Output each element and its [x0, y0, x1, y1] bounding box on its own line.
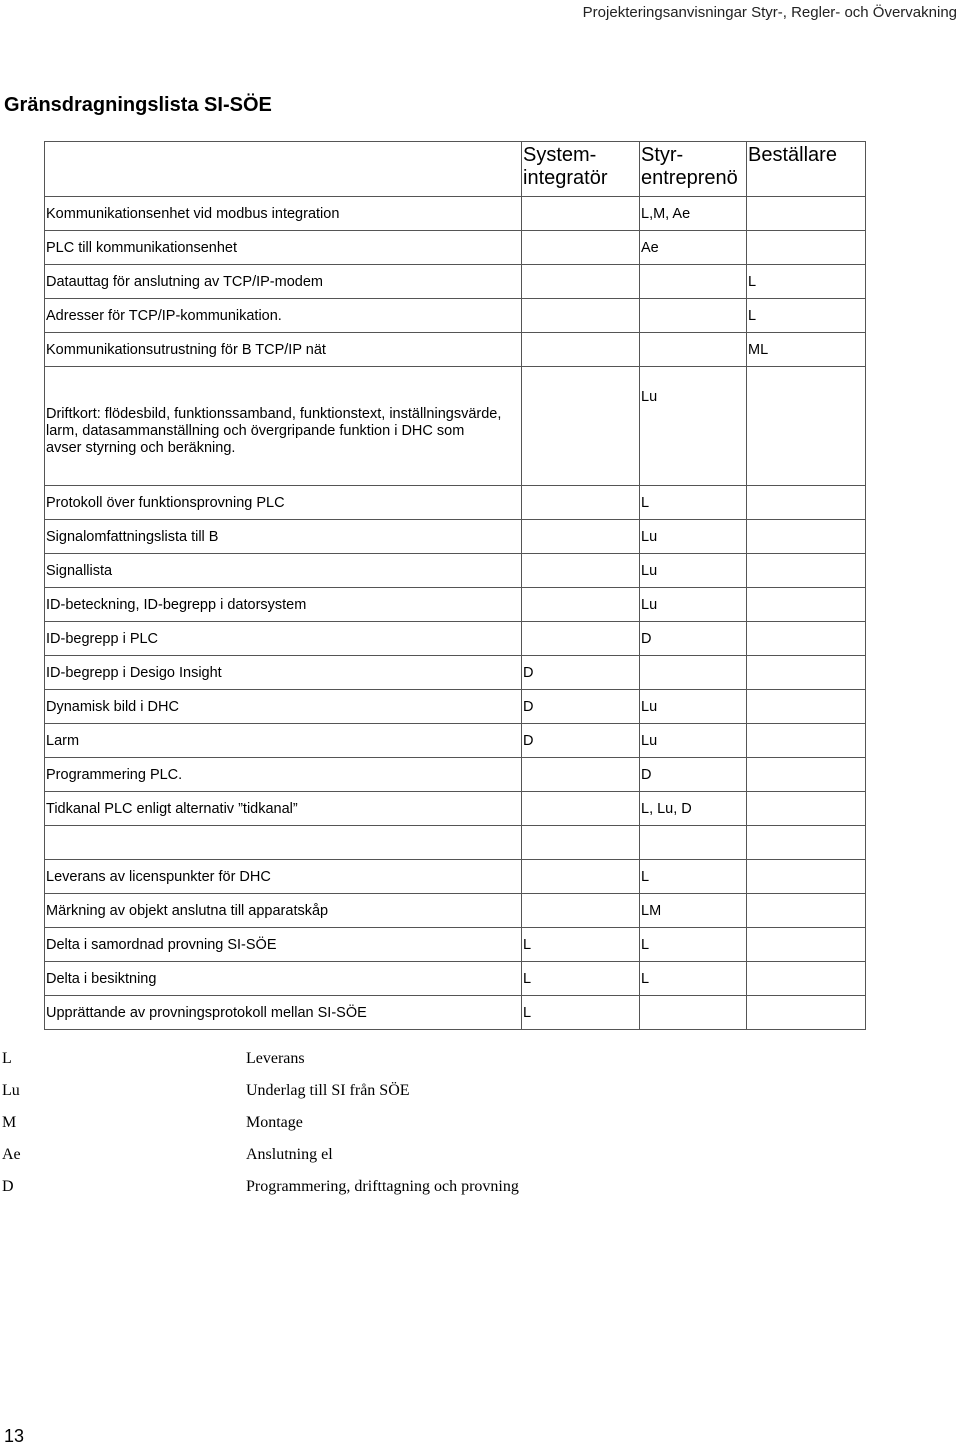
row-styrentreprenor-cell: Lu [640, 588, 747, 622]
legend-code: D [2, 1178, 14, 1195]
table-row [45, 894, 866, 928]
row-bestallare-cell [747, 622, 866, 656]
row-systemintegrator-cell [522, 554, 640, 588]
row-systemintegrator-cell [522, 588, 640, 622]
row-label: Adresser för TCP/IP-kommunikation. [45, 299, 522, 333]
row-styrentreprenor-cell: Lu [640, 554, 747, 588]
row-systemintegrator-cell [522, 520, 640, 554]
row-label-line: larm, datasammanställning och övergripande funktion i DHC som [46, 423, 465, 439]
row-systemintegrator-cell [522, 265, 640, 299]
row-bestallare-cell [747, 656, 866, 690]
table-row [45, 928, 866, 962]
table-row [45, 197, 866, 231]
row-systemintegrator-cell [522, 333, 640, 367]
table-row [45, 962, 866, 996]
table-row [45, 792, 866, 826]
row-label [45, 367, 522, 486]
row-bestallare-cell [747, 826, 866, 860]
row-styrentreprenor-cell: LM [640, 894, 747, 928]
row-label: Kommunikationsutrustning för B TCP/IP nät [45, 333, 522, 367]
row-label: Programmering PLC. [45, 758, 522, 792]
legend-code: L [2, 1050, 12, 1067]
row-styrentreprenor-cell: D [640, 622, 747, 656]
row-label [45, 826, 522, 860]
row-bestallare-cell [747, 792, 866, 826]
header-si-line-1: System- [523, 144, 597, 166]
running-header: Projekteringsanvisningar Styr-, Regler- och Övervakning [582, 4, 957, 21]
row-label: ID-begrepp i PLC [45, 622, 522, 656]
row-styrentreprenor-cell [640, 265, 747, 299]
row-bestallare-cell [747, 588, 866, 622]
row-bestallare-cell [747, 367, 866, 486]
row-systemintegrator-cell [522, 299, 640, 333]
row-label: Delta i samordnad provning SI-SÖE [45, 928, 522, 962]
table-row [45, 299, 866, 333]
legend-description: Programmering, drifttagning och provning [246, 1178, 519, 1195]
row-systemintegrator-cell [522, 231, 640, 265]
row-systemintegrator-cell [522, 622, 640, 656]
table-header-row [45, 142, 866, 197]
row-styrentreprenor-cell: L [640, 486, 747, 520]
row-bestallare-cell [747, 962, 866, 996]
row-bestallare-cell [747, 724, 866, 758]
row-label: Leverans av licenspunkter för DHC [45, 860, 522, 894]
row-label: Dynamisk bild i DHC [45, 690, 522, 724]
row-styrentreprenor-cell: L, Lu, D [640, 792, 747, 826]
header-styr-line-2: entreprenö [641, 167, 738, 189]
row-label: ID-begrepp i Desigo Insight [45, 656, 522, 690]
row-label-line: avser styrning och beräkning. [46, 440, 236, 456]
row-styrentreprenor-cell: L,M, Ae [640, 197, 747, 231]
row-label: Larm [45, 724, 522, 758]
row-label: Märkning av objekt anslutna till apparatskåp [45, 894, 522, 928]
row-systemintegrator-cell: L [522, 928, 640, 962]
legend-description: Anslutning el [246, 1146, 333, 1163]
row-bestallare-cell: ML [747, 333, 866, 367]
row-bestallare-cell: L [747, 265, 866, 299]
row-systemintegrator-cell [522, 758, 640, 792]
row-styrentreprenor-cell: L [640, 962, 747, 996]
header-styrentreprenor [640, 142, 747, 197]
table-row [45, 265, 866, 299]
row-systemintegrator-cell [522, 367, 640, 486]
header-systemintegrator [522, 142, 640, 197]
header-si-line-2: integratör [523, 167, 608, 189]
legend-description: Montage [246, 1114, 303, 1131]
row-systemintegrator-cell: D [522, 724, 640, 758]
row-systemintegrator-cell [522, 197, 640, 231]
legend-code: M [2, 1114, 17, 1131]
row-styrentreprenor-cell: Lu [640, 690, 747, 724]
row-styrentreprenor-cell [640, 656, 747, 690]
row-systemintegrator-cell: D [522, 690, 640, 724]
row-label: Delta i besiktning [45, 962, 522, 996]
row-styrentreprenor-cell: L [640, 928, 747, 962]
page-title: Gränsdragningslista SI-SÖE [4, 94, 272, 116]
row-label: ID-beteckning, ID-begrepp i datorsystem [45, 588, 522, 622]
table-row [45, 367, 866, 486]
row-label-line: Driftkort: flödesbild, funktionssamband, funktionstext, inställningsvärde, [46, 406, 502, 422]
row-systemintegrator-cell: L [522, 962, 640, 996]
row-systemintegrator-cell [522, 792, 640, 826]
legend-code: Lu [2, 1082, 20, 1099]
header-styr-line-1: Styr- [641, 144, 684, 166]
row-systemintegrator-cell [522, 826, 640, 860]
row-bestallare-cell [747, 928, 866, 962]
row-bestallare-cell [747, 486, 866, 520]
row-styrentreprenor-cell: L [640, 860, 747, 894]
row-bestallare-cell [747, 554, 866, 588]
table-row [45, 554, 866, 588]
row-bestallare-cell [747, 231, 866, 265]
row-bestallare-cell [747, 197, 866, 231]
legend-description: Leverans [246, 1050, 305, 1067]
row-label: Upprättande av provningsprotokoll mellan SI-SÖE [45, 996, 522, 1030]
row-label: Kommunikationsenhet vid modbus integration [45, 197, 522, 231]
row-bestallare-cell [747, 996, 866, 1030]
row-label: Signallista [45, 554, 522, 588]
legend-description: Underlag till SI från SÖE [246, 1082, 410, 1099]
row-systemintegrator-cell [522, 894, 640, 928]
row-bestallare-cell [747, 520, 866, 554]
row-bestallare-cell [747, 894, 866, 928]
row-styrentreprenor-cell: Lu [640, 367, 747, 486]
row-label: Datauttag för anslutning av TCP/IP-modem [45, 265, 522, 299]
table-row [45, 588, 866, 622]
row-styrentreprenor-cell: Ae [640, 231, 747, 265]
row-bestallare-cell: L [747, 299, 866, 333]
row-styrentreprenor-cell [640, 826, 747, 860]
table-row [45, 486, 866, 520]
table-row [45, 656, 866, 690]
table-row [45, 758, 866, 792]
table-row [45, 724, 866, 758]
row-styrentreprenor-cell: D [640, 758, 747, 792]
row-systemintegrator-cell [522, 860, 640, 894]
table-row [45, 231, 866, 265]
table-row [45, 826, 866, 860]
row-label: Protokoll över funktionsprovning PLC [45, 486, 522, 520]
responsibility-table [44, 141, 866, 1030]
table-row [45, 690, 866, 724]
row-styrentreprenor-cell: Lu [640, 520, 747, 554]
row-styrentreprenor-cell [640, 299, 747, 333]
header-bestallare: Beställare [747, 142, 866, 197]
row-styrentreprenor-cell: Lu [640, 724, 747, 758]
row-styrentreprenor-cell [640, 996, 747, 1030]
page-number: 13 [4, 1426, 25, 1446]
row-styrentreprenor-cell [640, 333, 747, 367]
table-row [45, 333, 866, 367]
table-row [45, 622, 866, 656]
row-systemintegrator-cell: L [522, 996, 640, 1030]
legend-code: Ae [2, 1146, 21, 1163]
row-bestallare-cell [747, 860, 866, 894]
table-row [45, 996, 866, 1030]
table-row [45, 860, 866, 894]
row-bestallare-cell [747, 758, 866, 792]
table-row [45, 520, 866, 554]
row-label: Signalomfattningslista till B [45, 520, 522, 554]
row-systemintegrator-cell [522, 486, 640, 520]
row-bestallare-cell [747, 690, 866, 724]
row-systemintegrator-cell: D [522, 656, 640, 690]
header-blank-cell [45, 142, 522, 197]
row-label: PLC till kommunikationsenhet [45, 231, 522, 265]
row-label: Tidkanal PLC enligt alternativ ”tidkanal” [45, 792, 522, 826]
